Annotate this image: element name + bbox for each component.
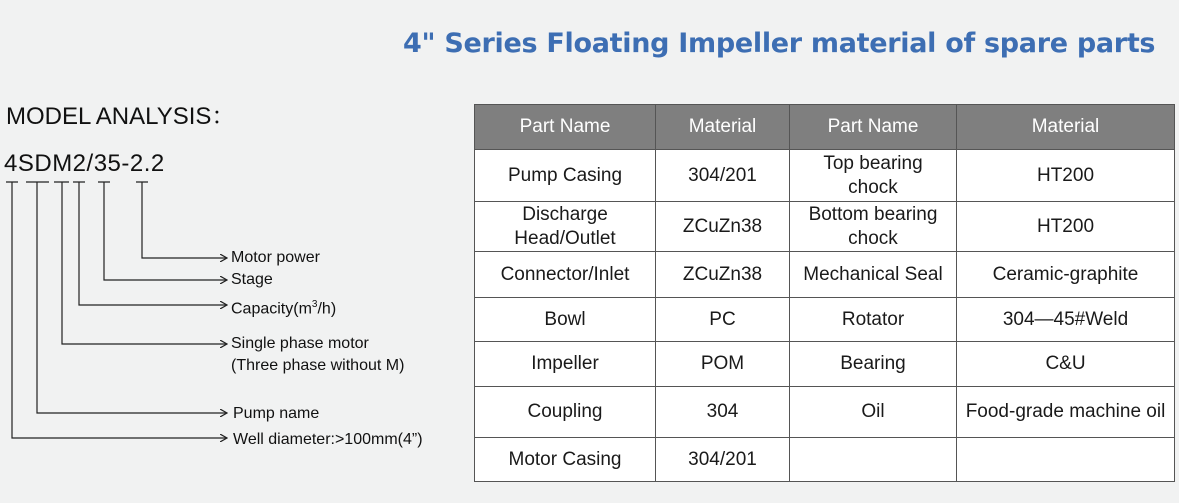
table-cell: Bearing xyxy=(790,342,957,387)
table-cell: HT200 xyxy=(957,202,1175,252)
table-cell: Top bearing chock xyxy=(790,150,957,202)
header-material: Material xyxy=(656,105,790,150)
table-row xyxy=(475,252,1175,298)
table-cell: Food-grade machine oil xyxy=(957,387,1175,438)
model-code: 4SDM2/35-2.2 xyxy=(4,150,165,177)
header-material: Material xyxy=(957,105,1175,150)
label-stage: Stage xyxy=(231,271,273,288)
table-row xyxy=(475,387,1175,438)
table-cell: 304/201 xyxy=(656,438,790,482)
table-header-row xyxy=(475,105,1175,150)
table-row xyxy=(475,298,1175,342)
table-cell: Oil xyxy=(790,387,957,438)
table-cell: Coupling xyxy=(475,387,656,438)
table-cell xyxy=(790,438,957,482)
model-analysis-heading: MODEL ANALYSIS： xyxy=(6,103,236,130)
table-row xyxy=(475,150,1175,202)
table-cell xyxy=(957,438,1175,482)
table-cell: Discharge Head/Outlet xyxy=(475,202,656,252)
table-row xyxy=(475,342,1175,387)
table-cell: ZCuZn38 xyxy=(656,202,790,252)
header-part-name: Part Name xyxy=(475,105,656,150)
spare-parts-table xyxy=(474,104,1175,482)
table-cell: Bottom bearing chock xyxy=(790,202,957,252)
model-breakdown-diagram xyxy=(0,170,470,460)
table-cell: Mechanical Seal xyxy=(790,252,957,298)
page-title: 4" Series Floating Impeller material of spare parts xyxy=(403,28,1156,59)
table-cell: 304—45#Weld xyxy=(957,298,1175,342)
table-cell: Ceramic-graphite xyxy=(957,252,1175,298)
table-cell: Impeller xyxy=(475,342,656,387)
table-cell: 304 xyxy=(656,387,790,438)
table-cell: Pump Casing xyxy=(475,150,656,202)
label-pump-name: Pump name xyxy=(233,405,320,422)
table-row xyxy=(475,202,1175,252)
table-cell: POM xyxy=(656,342,790,387)
table-cell: 304/201 xyxy=(656,150,790,202)
table-cell: HT200 xyxy=(957,150,1175,202)
table-cell: C&U xyxy=(957,342,1175,387)
label-capacity: $Capacity(m^3/h)$ xyxy=(231,299,337,318)
table-cell: PC xyxy=(656,298,790,342)
label-motor-power: Motor power xyxy=(231,249,320,266)
table-cell: Rotator xyxy=(790,298,957,342)
label-single-phase: Single phase motor xyxy=(231,335,369,352)
table-cell: Connector/Inlet xyxy=(475,252,656,298)
header-part-name: Part Name xyxy=(790,105,957,150)
table-cell: Bowl xyxy=(475,298,656,342)
table-row xyxy=(475,438,1175,482)
table-cell: ZCuZn38 xyxy=(656,252,790,298)
label-well-diameter: Well diameter:>100mm(4”) xyxy=(233,431,423,448)
table-cell: Motor Casing xyxy=(475,438,656,482)
label-three-phase-note: (Three phase without M) xyxy=(231,357,405,374)
